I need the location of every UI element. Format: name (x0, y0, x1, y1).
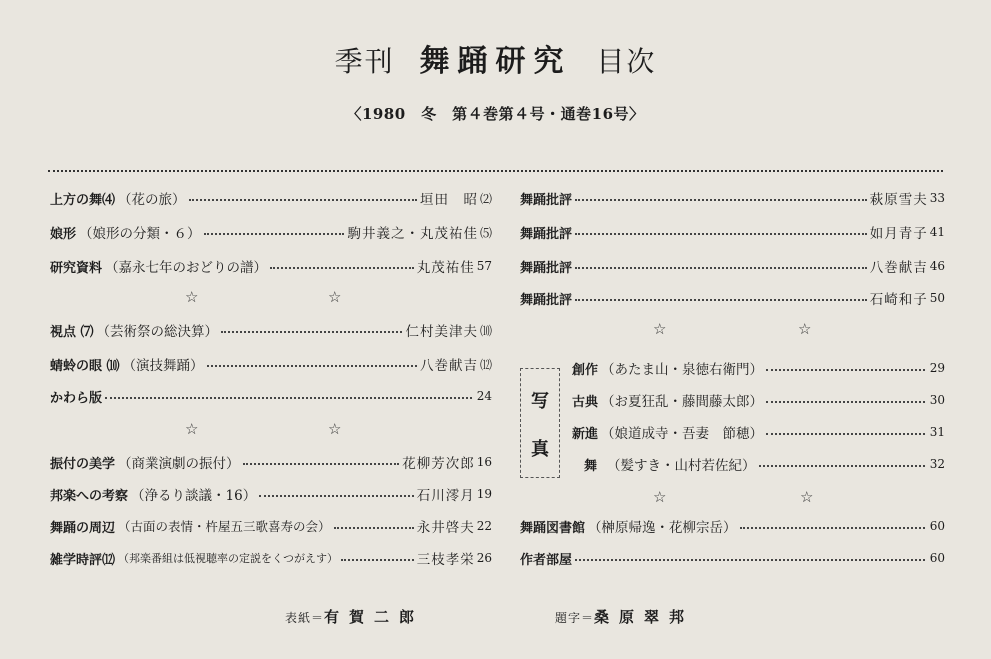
toc-entry (50, 220, 492, 244)
entry-heading: 舞踊批評 (520, 292, 573, 308)
entry-subtitle: （お夏狂乱・藤間藤太郎） (601, 394, 764, 410)
toc-entry (520, 186, 945, 210)
entry-page: 32 (929, 457, 945, 471)
dot-leader (189, 197, 417, 201)
star-divider: ☆ (653, 320, 667, 338)
entry-page: 19 (476, 487, 492, 501)
photo-entry (572, 356, 945, 380)
entry-subtitle: （あたま山・泉徳右衛門） (601, 362, 764, 378)
photo-label-char: 写 (531, 391, 549, 412)
dot-leader (766, 399, 925, 403)
dot-leader (334, 525, 414, 529)
entry-author: 花柳芳次郎 (402, 456, 475, 472)
entry-heading: 娘形 (50, 226, 77, 242)
photo-entry (572, 420, 945, 444)
entry-heading: 舞 (584, 458, 598, 474)
star-divider: ☆ (185, 288, 199, 306)
entry-author: 如月青子 (869, 226, 928, 242)
dot-leader (575, 557, 925, 561)
dot-leader (270, 265, 414, 269)
toc-entry (50, 450, 492, 474)
dot-leader (766, 431, 925, 435)
star-divider: ☆ (800, 488, 814, 506)
entry-page: 22 (476, 519, 492, 533)
entry-heading: 舞踊の周辺 (50, 520, 116, 536)
dot-leader (575, 197, 867, 201)
entry-page: 24 (476, 389, 492, 403)
star-divider: ☆ (328, 420, 342, 438)
entry-heading: 舞踊図書館 (520, 520, 586, 536)
credit-separator: ＝ (581, 611, 595, 625)
star-divider: ☆ (185, 420, 199, 438)
entry-page: ⑵ (479, 191, 492, 206)
entry-heading: 振付の美学 (50, 456, 116, 472)
photo-entry (572, 452, 945, 476)
issue-info: 〈1980 冬 第４巻第４号・通巻16号〉 (346, 105, 645, 123)
photo-entry (572, 388, 945, 412)
entry-heading: 舞踊批評 (520, 226, 573, 242)
entry-page: 50 (929, 291, 945, 305)
toc-entry (50, 514, 492, 538)
toc-entry (50, 352, 492, 376)
toc-entry (50, 318, 492, 342)
dot-leader (341, 557, 414, 561)
calligrapher-name: 桑原翠邦 (594, 608, 695, 626)
toc-entry (50, 546, 492, 570)
entry-page: ⑸ (479, 225, 492, 240)
toc-entry (50, 186, 492, 210)
entry-page: 60 (929, 551, 945, 565)
entry-heading: 蜻蛉の眼 ⑽ (50, 358, 120, 374)
dot-leader (575, 231, 867, 235)
toc-entry (520, 514, 945, 538)
entry-heading: 上方の舞⑷ (50, 192, 116, 208)
title-suffix: 目次 (596, 45, 657, 78)
toc-entry (50, 384, 492, 408)
entry-subtitle: （榊原帰逸・花柳宗岳） (588, 520, 737, 536)
entry-subtitle: （髪すき・山村若佐紀） (607, 458, 756, 474)
entry-subtitle: （浄るり談議・16） (131, 488, 257, 504)
entry-heading: 作者部屋 (520, 552, 573, 568)
entry-page: 29 (929, 361, 945, 375)
entry-subtitle: （演技舞踊） (122, 358, 204, 374)
dot-leader (259, 493, 414, 497)
entry-heading: 古典 (572, 394, 599, 410)
dot-leader (221, 329, 402, 333)
photo-section-box (520, 368, 560, 478)
entry-author: 八巻献吉 (869, 260, 928, 276)
entry-heading: 研究資料 (50, 260, 103, 276)
dot-leader (575, 297, 867, 301)
credit-separator: ＝ (311, 611, 325, 625)
entry-author: 萩原雪夫 (869, 192, 928, 208)
toc-entry (520, 254, 945, 278)
entry-page: ⑽ (479, 323, 492, 338)
entry-page: 31 (929, 425, 945, 439)
dot-leader (766, 367, 925, 371)
toc-entry (520, 286, 945, 310)
entry-page: 46 (929, 259, 945, 273)
toc-entry (50, 482, 492, 506)
entry-author: 石崎和子 (869, 292, 928, 308)
entry-author: 石川澪月 (416, 488, 475, 504)
dot-leader (575, 265, 867, 269)
dot-leader (759, 463, 925, 467)
entry-subtitle: （嘉永七年のおどりの譜） (105, 260, 268, 276)
entry-heading: かわら版 (50, 390, 103, 406)
entry-subtitle: （花の旅） (118, 192, 186, 208)
entry-author: 八巻献吉 (419, 358, 478, 374)
entry-page: 26 (476, 551, 492, 565)
dot-leader (207, 363, 417, 367)
toc-entry (520, 546, 945, 570)
entry-page: ⑿ (479, 357, 492, 372)
entry-author: 仁村美津夫 (405, 324, 478, 340)
page-title (0, 36, 991, 80)
toc-entry (50, 254, 492, 278)
entry-heading: 舞踊批評 (520, 192, 573, 208)
entry-subtitle: （娘道成寺・吾妻 節穂） (601, 426, 764, 442)
cover-credit (285, 606, 424, 627)
calligraphy-credit-label: 題字 (555, 611, 582, 625)
calligraphy-credit (555, 606, 694, 627)
entry-page: 41 (929, 225, 945, 239)
dot-leader (243, 461, 400, 465)
entry-subtitle: （芸術祭の総決算） (96, 324, 219, 340)
entry-heading: 舞踊批評 (520, 260, 573, 276)
cover-credit-label: 表紙 (285, 611, 312, 625)
entry-page: 57 (476, 259, 492, 273)
photo-label-char: 真 (531, 439, 549, 460)
entry-subtitle: （商業演劇の振付） (118, 456, 240, 472)
dotted-divider (48, 170, 943, 172)
entry-author: 丸茂祐佳 (416, 260, 475, 276)
entry-author: 垣田 昭 (419, 192, 478, 208)
entry-subtitle: （娘形の分類・６） (79, 226, 201, 242)
title-main: 舞踊研究 (419, 44, 572, 79)
star-divider: ☆ (798, 320, 812, 338)
entry-heading: 新進 (572, 426, 599, 442)
entry-heading: 視点 ⑺ (50, 324, 94, 340)
star-divider: ☆ (328, 288, 342, 306)
dot-leader (204, 231, 345, 235)
toc-entry (520, 220, 945, 244)
entry-subtitle: （邦楽番組は低視聴率の定説をくつがえす） (118, 552, 339, 565)
entry-page: 60 (929, 519, 945, 533)
dot-leader (740, 525, 925, 529)
entry-heading: 雑学時評⑿ (50, 552, 116, 568)
star-divider: ☆ (653, 488, 667, 506)
entry-subtitle: （古面の表情・杵屋五三歌喜寿の会） (118, 519, 331, 534)
cover-artist-name: 有賀二郎 (324, 608, 425, 626)
title-prefix: 季刊 (334, 45, 395, 78)
entry-page: 30 (929, 393, 945, 407)
entry-author: 永井啓夫 (416, 520, 475, 536)
entry-page: 16 (476, 455, 492, 469)
entry-author: 駒井義之・丸茂祐佳 (347, 226, 478, 242)
entry-heading: 創作 (572, 362, 599, 378)
entry-author: 三枝孝栄 (416, 552, 475, 568)
entry-page: 33 (929, 191, 945, 205)
entry-heading: 邦楽への考察 (50, 488, 129, 504)
dot-leader (105, 395, 472, 399)
